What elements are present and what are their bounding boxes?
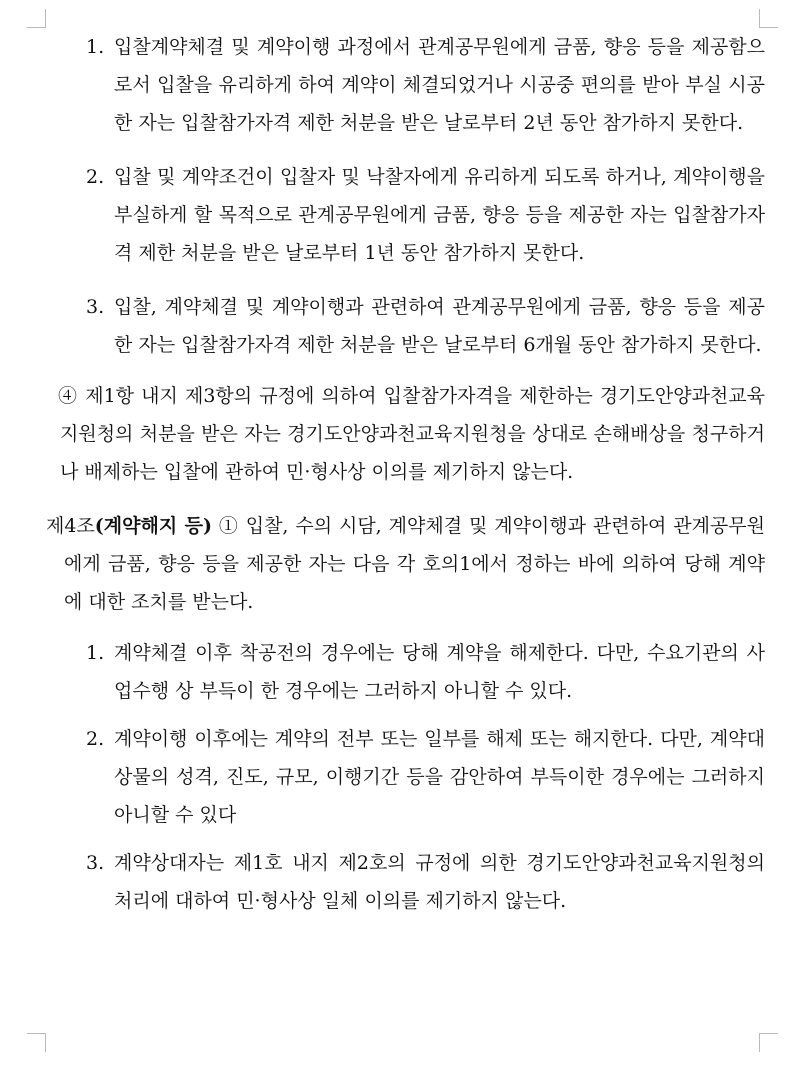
item-text: 계약상대자는 제1호 내지 제2호의 규정에 의한 경기도안양과천교육지원청의 처리에 대하여 민·형사상 일체 이의를 제기하지 않는다. [114, 852, 765, 912]
item-number: 1. [86, 642, 105, 664]
item-text: 입찰 및 계약조건이 입찰자 및 낙찰자에게 유리하게 되도록 하거나, 계약이행을 부실하게 할 목적으로 관계공무원에게 금품, 향응 등을 제공한 자는 입찰참가자격 제한 처분을 받은 날로부터 1년 동안 참가하지 못한다. [114, 166, 765, 264]
item-number: 2. [86, 166, 105, 188]
list-item [0, 158, 801, 272]
document-page [0, 28, 801, 920]
clause-paragraph: ④ 제1항 내지 제3항의 규정에 의하여 입찰참가자격을 제한하는 경기도안양과천교육지원청의 처분을 받은 자는 경기도안양과천교육지원청을 상대로 손해배상을 청구하거나 배제하는 입찰에 관하여 민·형사상 이의를 제기하지 않는다. [58, 385, 765, 483]
article-label: 제4조 [46, 515, 95, 537]
crop-mark-top-left [27, 9, 46, 28]
article-title: (계약해지 등) [94, 515, 213, 537]
item-text: 계약이행 이후에는 계약의 전부 또는 일부를 해제 또는 해지한다. 다만, 계약대상물의 성격, 진도, 규모, 이행기간 등을 감안하여 부득이한 경우에는 그러하지 아니할 수 있다 [114, 728, 765, 826]
item-number: 3. [86, 852, 105, 874]
crop-mark-bottom-right [759, 1033, 778, 1052]
list-item [0, 634, 801, 710]
item-number: 1. [86, 36, 105, 58]
list-item [0, 844, 801, 920]
crop-mark-bottom-left [27, 1033, 46, 1052]
list-item [0, 28, 801, 142]
item-text: 입찰계약체결 및 계약이행 과정에서 관계공무원에게 금품, 향응 등을 제공함으로서 입찰을 유리하게 하여 계약이 체결되었거나 시공중 편의를 받아 부실 시공한 자는 입찰참가자격 제한 처분을 받은 날로부터 2년 동안 참가하지 못한다. [114, 36, 765, 134]
item-text: 계약체결 이후 착공전의 경우에는 당해 계약을 해제한다. 다만, 수요기관의 사업수행 상 부득이 한 경우에는 그러하지 아니할 수 있다. [114, 642, 765, 702]
item-number: 2. [86, 728, 105, 750]
article-paragraph [0, 507, 801, 621]
list-item [0, 720, 801, 834]
crop-mark-top-right [759, 9, 778, 28]
item-number: 3. [86, 296, 105, 318]
list-item [0, 288, 801, 364]
article-text: ① 입찰, 수의 시담, 계약체결 및 계약이행과 관련하여 관계공무원에게 금품, 향응 등을 제공한 자는 다음 각 호의1에서 정하는 바에 의하여 당해 계약에 대한 조치를 받는다. [64, 515, 765, 613]
item-text: 입찰, 계약체결 및 계약이행과 관련하여 관계공무원에게 금품, 향응 등을 제공한 자는 입찰참가자격 제한 처분을 받은 날로부터 6개월 동안 참가하지 못한다. [114, 296, 765, 356]
